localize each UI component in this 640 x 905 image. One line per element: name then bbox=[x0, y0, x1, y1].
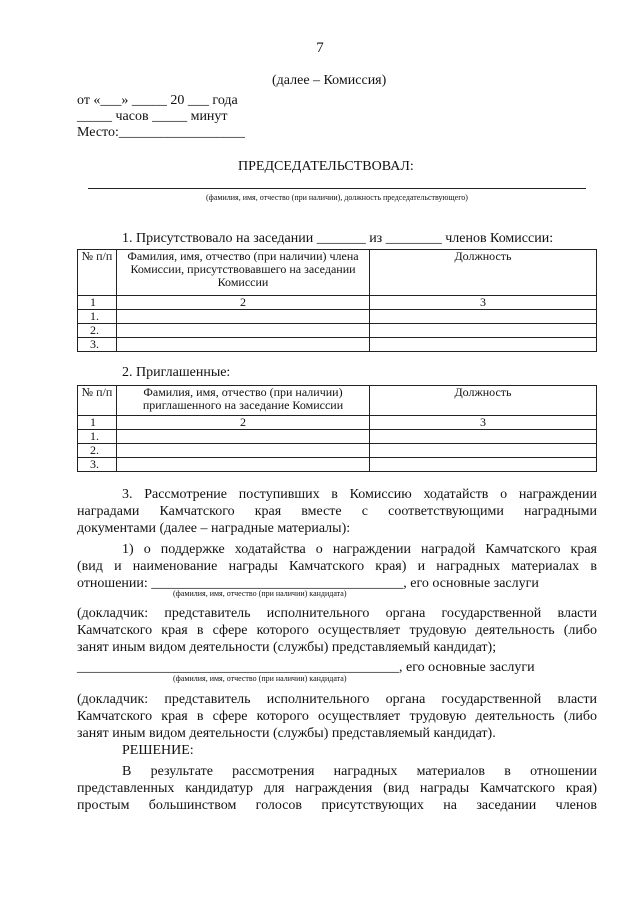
header-num: № п/п bbox=[78, 386, 117, 416]
chair-note: (фамилия, имя, отчество (при наличии), должность председательствующего) bbox=[206, 193, 468, 202]
position-cell[interactable] bbox=[370, 310, 597, 324]
section3-line: 3. Рассмотрение поступивших в Комиссию ходатайств о награждении bbox=[122, 487, 597, 502]
decision-title: РЕШЕНИЕ: bbox=[122, 743, 194, 758]
speaker-line: (докладчик: представитель исполнительного органа государственной власти bbox=[77, 606, 597, 621]
name-cell[interactable] bbox=[117, 310, 370, 324]
item1-line: (вид и наименование награды Камчатского края) и наградных материалах в bbox=[77, 559, 597, 574]
position-cell[interactable] bbox=[370, 430, 597, 444]
position-cell[interactable] bbox=[370, 458, 597, 472]
section2-title: 2. Приглашенные: bbox=[122, 365, 231, 380]
name-cell[interactable] bbox=[117, 458, 370, 472]
decision-line: представленных кандидатур для награждения (вид награды Камчатского края) bbox=[77, 781, 597, 796]
decision-line: простым большинством голосов присутствующих на заседании членов bbox=[77, 798, 597, 813]
place-line: Место:__________________ bbox=[77, 125, 245, 140]
header-position: Должность bbox=[370, 250, 597, 296]
row-number: 1. bbox=[78, 430, 117, 444]
item1-line: 1) о поддержке ходатайства о награждении наградой Камчатского края bbox=[122, 542, 597, 557]
item1-line: отношении: ____________________________________, его основные заслуги bbox=[77, 576, 539, 591]
row-number: 2. bbox=[78, 324, 117, 338]
position-cell[interactable] bbox=[370, 324, 597, 338]
index-cell: 1 bbox=[78, 416, 117, 430]
speaker-line: занят иным видом деятельности (службы) представляемый кандидат); bbox=[77, 640, 497, 655]
date-line: от «___» _____ 20 ___ года bbox=[77, 93, 238, 108]
header-name: Фамилия, имя, отчество (при наличии) члена Комиссии, присутствовавшего на заседании Комиссии bbox=[117, 250, 370, 296]
candidate-note: (фамилия, имя, отчество (при наличии) кандидата) bbox=[173, 589, 347, 598]
row-number: 2. bbox=[78, 444, 117, 458]
candidate-note: (фамилия, имя, отчество (при наличии) кандидата) bbox=[173, 674, 347, 683]
name-cell[interactable] bbox=[117, 430, 370, 444]
time-line: _____ часов _____ минут bbox=[77, 109, 228, 124]
name-cell[interactable] bbox=[117, 444, 370, 458]
row-number: 3. bbox=[78, 338, 117, 352]
index-cell: 2 bbox=[117, 296, 370, 310]
page-number: 7 bbox=[316, 40, 324, 56]
name-cell[interactable] bbox=[117, 338, 370, 352]
decision-line: В результате рассмотрения наградных материалов в отношении bbox=[122, 764, 597, 779]
second-candidate-line: ______________________________________________, его основные заслуги bbox=[77, 660, 535, 675]
commission-line: (далее – Комиссия) bbox=[272, 73, 387, 88]
row-number: 3. bbox=[78, 458, 117, 472]
speaker-line: Камчатского края в сфере которого осуществляет трудовую деятельность (либо bbox=[77, 709, 597, 724]
index-cell: 2 bbox=[117, 416, 370, 430]
position-cell[interactable] bbox=[370, 444, 597, 458]
speaker-line: Камчатского края в сфере которого осуществляет трудовую деятельность (либо bbox=[77, 623, 597, 638]
section3-line: документами (далее – наградные материалы): bbox=[77, 521, 351, 536]
row-number: 1. bbox=[78, 310, 117, 324]
section3-line: наградами Камчатского края вместе с соответствующими наградными bbox=[77, 504, 597, 519]
chair-underline bbox=[88, 188, 586, 189]
position-cell[interactable] bbox=[370, 338, 597, 352]
header-position: Должность bbox=[370, 386, 597, 416]
chair-title: ПРЕДСЕДАТЕЛЬСТВОВАЛ: bbox=[238, 159, 414, 174]
section1-title: 1. Присутствовало на заседании _______ из ________ членов Комиссии: bbox=[122, 231, 554, 246]
index-cell: 3 bbox=[370, 296, 597, 310]
attendees-table bbox=[77, 249, 597, 352]
header-num: № п/п bbox=[78, 250, 117, 296]
name-cell[interactable] bbox=[117, 324, 370, 338]
speaker-line: занят иным видом деятельности (службы) представляемый кандидат). bbox=[77, 726, 496, 741]
header-name: Фамилия, имя, отчество (при наличии) приглашенного на заседание Комиссии bbox=[117, 386, 370, 416]
index-cell: 1 bbox=[78, 296, 117, 310]
invited-table bbox=[77, 385, 597, 472]
index-cell: 3 bbox=[370, 416, 597, 430]
speaker-line: (докладчик: представитель исполнительного органа государственной власти bbox=[77, 692, 597, 707]
